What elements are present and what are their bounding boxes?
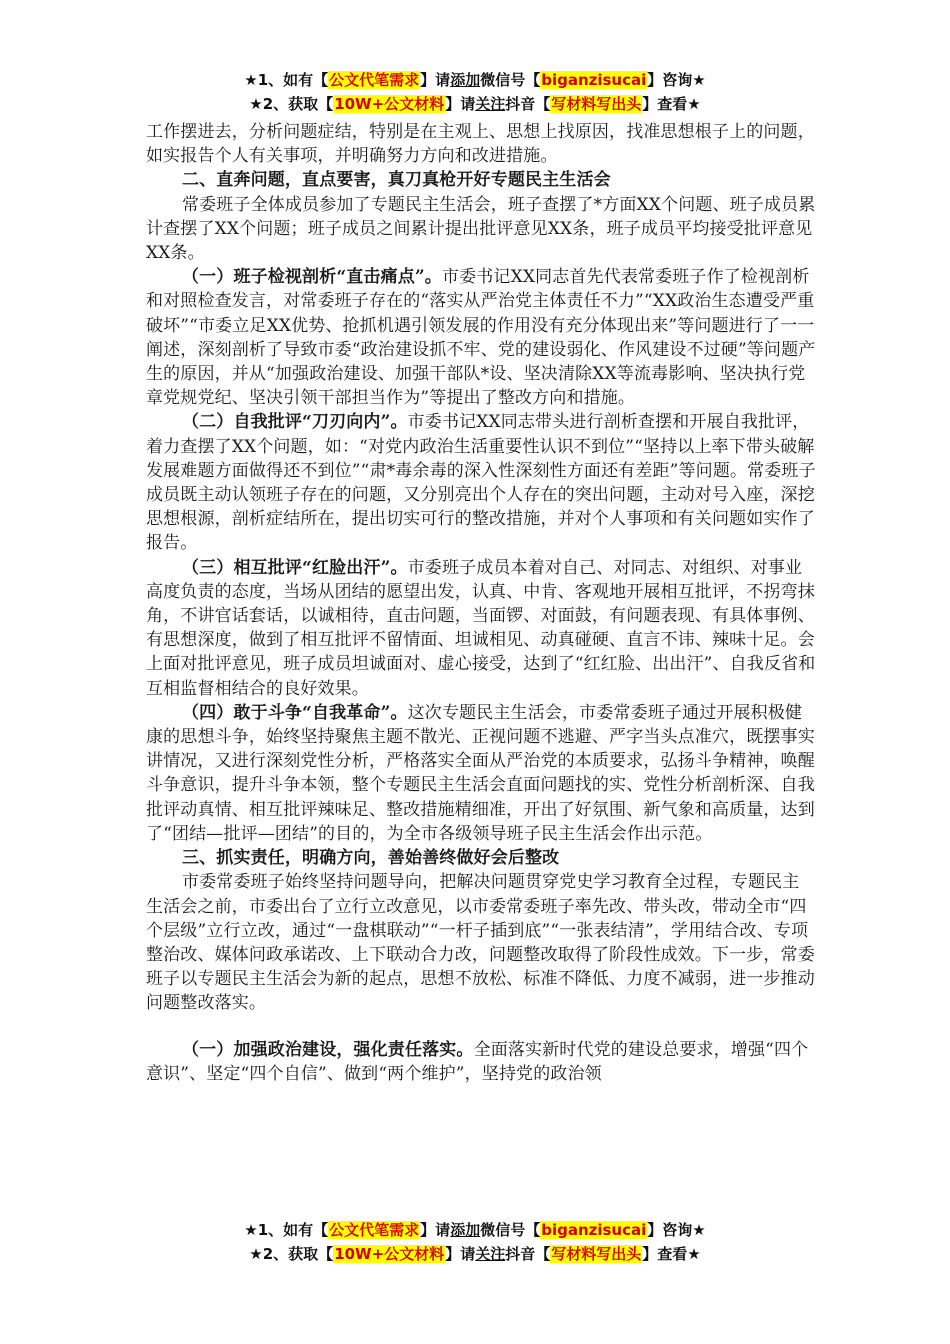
highlight-wechat-id: biganzisucai <box>541 1221 647 1239</box>
highlight-douyin: 写材料写出头 <box>551 95 642 113</box>
paragraph: （二）自我批评“刀刃向内”。市委书记XX同志带头进行剖析查摆和开展自我批评，着力查摆了XX个问题，如：“对党内政治生活重要性认识不到位”“坚持以上率下带头破解发展难题方面做得还不到位”“肃*毒余毒的深入性深刻性方面还有差距”等问题。常委班子成员既主动认领班子存在的问题，又分别亮出个人存在的突出问题，主动对号入座，深挖思想根源，剖析症结所在，提出切实可行的整改措施，并对个人事项和有关问题如实作了报告。 <box>146 412 816 554</box>
subsection-title: （二）自我批评“刀刃向内”。 <box>182 412 408 433</box>
banner-line-2: ★2、获取【10W+公文材料】请关注抖音【写材料写出头】查看★ <box>249 95 701 113</box>
paragraph: 市委常委班子始终坚持问题导向，把解决问题贯穿党史学习教育全过程，专题民主生活会之前，市委出台了立行立改意见，以市委常委班子率先改、带头改，带动全市“四个层级”立行立改，通过“一盘棋联动”“一杆子插到底”“一张表结清”，学用结合改、专项整治改、媒体问政承诺改、上下联动合力改，问题整改取得了阶段性成效。下一步，常委班子以专题民主生活会为新的起点，思想不放松、标准不降低、力度不减弱，进一步推动问题整改落实。 <box>146 872 815 1014</box>
banner-line-1: ★1、如有【公文代笔需求】请添加微信号【biganzisucai】咨询★ <box>244 71 706 89</box>
paragraph-gap <box>146 1016 816 1038</box>
header-banner <box>0 68 950 116</box>
paragraph: （三）相互批评“红脸出汗”。市委班子成员本着对自己、对同志、对组织、对事业高度负责的态度，当场从团结的愿望出发，认真、中肯、客观地开展相互批评，不拐弯抹角，不讲官话套话，以诚相待，直击问题，当面锣、对面鼓，有问题表现、有具体事例、有思想深度，做到了相互批评不留情面、坦诚相见、动真碰硬、直言不讳、辣味十足。会上面对批评意见，班子成员坦诚面对、虚心接受，达到了“红红脸、出出汗”、自我反省和互相监督相结合的良好效果。 <box>146 557 816 699</box>
paragraph: （一）加强政治建设，强化责任落实。全面落实新时代党的建设总要求，增强“四个意识”、坚定“四个自信”、做到“两个维护”，坚持党的政治领 <box>146 1039 809 1084</box>
paragraph: （一）班子检视剖析“直击痛点”。市委书记XX同志首先代表常委班子作了检视剖析和对照检查发言，对常委班子存在的“落实从严治党主体责任不力”“XX政治生态遭受严重破坏”“市委立足XX优势、抢抓机遇引领发展的作用没有充分体现出来”等问题进行了一一阐述，深刻剖析了导致市委“政治建设抓不牢、党的建设弱化、作风建设不过硬”等问题产生的原因，并从“加强政治建设、加强干部队*设、坚决清除XX等流毒影响、坚决执行党章党规党纪、坚决引领干部担当作为”等提出了整改方向和措施。 <box>146 267 816 409</box>
subsection-title: （四）敢于斗争“自我革命”。 <box>182 702 408 723</box>
highlight-materials: 10W+公文材料 <box>334 1245 445 1263</box>
section-heading: 二、直奔问题，直点要害，真刀真枪开好专题民主生活会 <box>182 170 611 191</box>
highlight-service: 公文代笔需求 <box>329 71 420 89</box>
highlight-materials: 10W+公文材料 <box>334 95 445 113</box>
document-body <box>146 120 816 1086</box>
banner-line-1: ★1、如有【公文代笔需求】请添加微信号【biganzisucai】咨询★ <box>244 1221 706 1239</box>
banner-line-2: ★2、获取【10W+公文材料】请关注抖音【写材料写出头】查看★ <box>249 1245 701 1263</box>
paragraph: 工作摆进去，分析问题症结，特别是在主观上、思想上找原因，找准思想根子上的问题，如实报告个人有关事项，并明确努力方向和改进措施。 <box>146 122 815 167</box>
highlight-douyin: 写材料写出头 <box>551 1245 642 1263</box>
section-heading: 三、抓实责任，明确方向，善始善终做好会后整改 <box>182 848 560 869</box>
footer-banner <box>0 1218 950 1266</box>
subsection-title: （三）相互批评“红脸出汗”。 <box>182 557 408 578</box>
highlight-wechat-id: biganzisucai <box>541 71 647 89</box>
paragraph: （四）敢于斗争“自我革命”。这次专题民主生活会，市委常委班子通过开展积极健康的思想斗争，始终坚持聚焦主题不散光、正视问题不逃避、严字当头点准穴，既摆事实讲情况，又进行深刻党性分析，严格落实全面从严治党的本质要求，弘扬斗争精神，唤醒斗争意识，提升斗争本领，整个专题民主生活会直面问题找的实、党性分析剖析深、自我批评动真情、相互批评辣味足、整改措施精细准，开出了好氛围、新气象和高质量，达到了“团结—批评—团结”的目的，为全市各级领导班子民主生活会作出示范。 <box>146 702 815 844</box>
highlight-service: 公文代笔需求 <box>329 1221 420 1239</box>
subsection-title: （一）班子检视剖析“直击痛点”。 <box>182 267 442 288</box>
paragraph: 常委班子全体成员参加了专题民主生活会，班子查摆了*方面XX个问题、班子成员累计查摆了XX个问题；班子成员之间累计提出批评意见XX条，班子成员平均接受批评意见XX条。 <box>146 194 816 264</box>
subsection-title: （一）加强政治建设，强化责任落实。 <box>182 1039 474 1060</box>
